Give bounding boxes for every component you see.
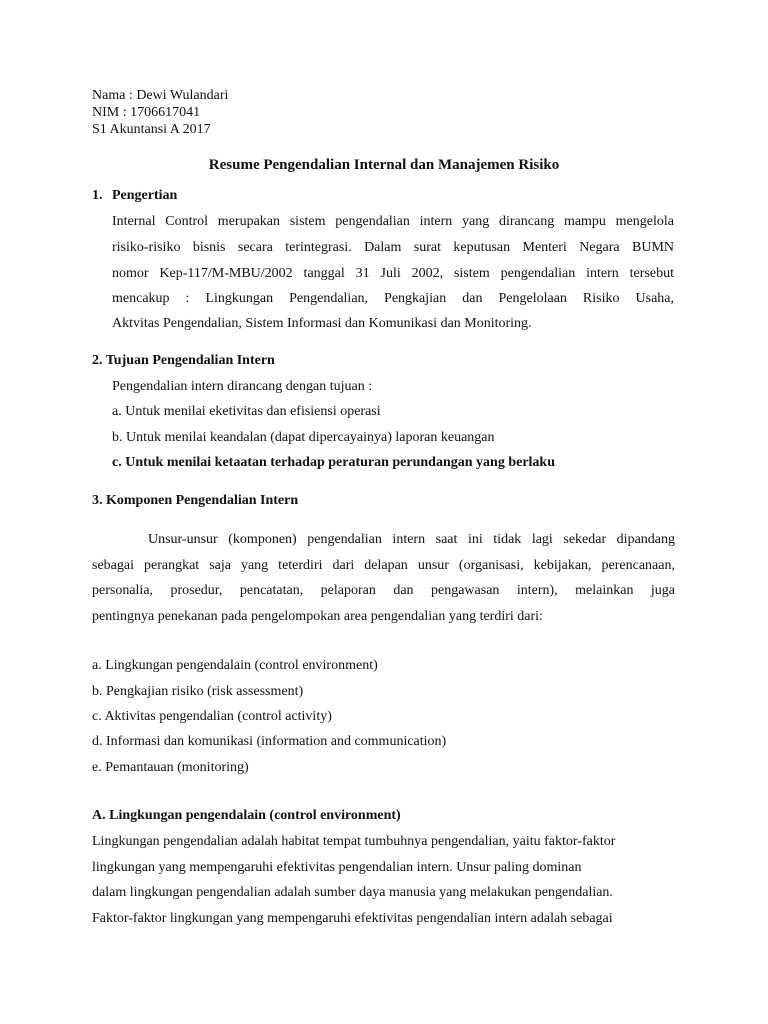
list-item: c. Untuk menilai ketaatan terhadap peraturan perundangan yang berlaku [112,455,556,470]
list-item: b. Untuk menilai keandalan (dapat dipercayainya) laporan keuangan [112,430,495,445]
section1-line: mencakup : Lingkungan Pengendalian, Pengkajian dan Pengelolaan Risiko Usaha, [112,291,674,306]
section1-line: risiko-risiko bisnis secara terintegrasi. Dalam surat keputusan Menteri Negara BUMN [112,240,674,255]
document-title: Resume Pengendalian Internal dan Manajemen Risiko [208,157,560,173]
section1-line: nomor Kep-117/M-MBU/2002 tanggal 31 Juli 2002, sistem pengendalian intern tersebut [112,266,674,281]
list-item: d. Informasi dan komunikasi (information and communication) [92,734,447,749]
list-item: b. Pengkajian risiko (risk assessment) [92,684,304,699]
section1-number: 1. [92,188,103,203]
list-item: a. Untuk menilai eketivitas dan efisiensi operasi [112,404,381,419]
section3-paragraph-line: Unsur-unsur (komponen) pengendalian intern saat ini tidak lagi sekedar dipandang [148,532,675,547]
section2-intro: Pengendalian intern dirancang dengan tujuan : [112,379,373,394]
sectionA-line: dalam lingkungan pengendalian adalah sumber daya manusia yang melakukan pengendalian. [92,885,613,900]
sectionA-heading: A. Lingkungan pengendalain (control environment) [92,808,401,823]
list-item: c. Aktivitas pengendalian (control activity) [92,709,332,724]
student-name: Nama : Dewi Wulandari [92,88,229,103]
section2-heading: 2. Tujuan Pengendalian Intern [92,353,275,368]
list-item: a. Lingkungan pengendalain (control environment) [92,658,378,673]
section1-heading-text: Pengertian [112,188,178,203]
sectionA-line: lingkungan yang mempengaruhi efektivitas pengendalian intern. Unsur paling dominan [92,860,582,875]
section3-paragraph-line: personalia, prosedur, pencatatan, pelaporan dan pengawasan intern), melainkan juga [92,583,675,598]
section1-line: Aktvitas Pengendalian, Sistem Informasi dan Komunikasi dan Monitoring. [112,316,532,331]
sectionA-line: Lingkungan pengendalian adalah habitat tempat tumbuhnya pengendalian, yaitu faktor-faktor [92,834,616,849]
section1-heading [92,188,177,204]
student-class: S1 Akuntansi A 2017 [92,122,211,137]
section3-paragraph-line: sebagai perangkat saja yang teterdiri dari delapan unsur (organisasi, kebijakan, perencanaan, [92,558,675,573]
section1-line: Internal Control merupakan sistem pengendalian intern yang dirancang mampu mengelola [112,214,674,229]
student-id: NIM : 1706617041 [92,105,201,120]
list-item: e. Pemantauan (monitoring) [92,760,249,775]
section3-heading: 3. Komponen Pengendalian Intern [92,493,299,508]
sectionA-line: Faktor-faktor lingkungan yang mempengaruhi efektivitas pengendalian intern adalah sebagai [92,911,613,926]
section3-paragraph-line: pentingnya penekanan pada pengelompokan area pengendalian yang terdiri dari: [92,609,543,624]
